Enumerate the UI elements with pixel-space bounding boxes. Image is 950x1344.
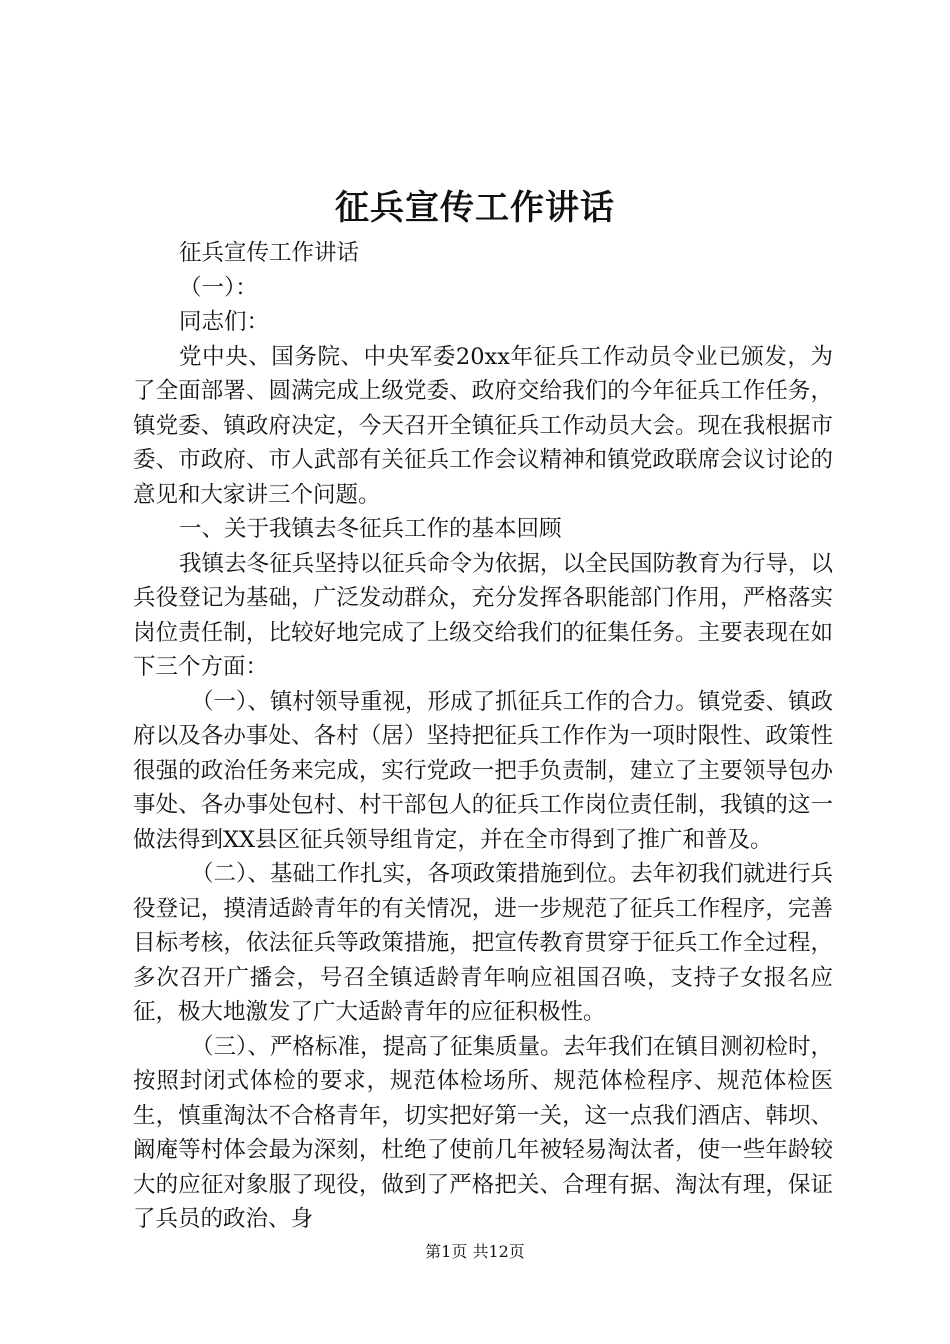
document-title: 征兵宣传工作讲话 xyxy=(335,188,615,228)
page-footer: 第1页 共12页 xyxy=(425,1242,525,1261)
point-three-paragraph: （三）、严格标准，提高了征集质量。去年我们在镇目测初检时，按照封闭式体检的要求，规范体检场所、规范体检程序、规范体检医生，慎重淘汰不合格青年，切实把好第一关，这一点我们酒店、韩坝、阚庵等村体会最为深刻，杜绝了使前几年被轻易淘汰者，使一些年龄较大的应征对象服了现役，做到了严格把关、合理有据、淘汰有理，保证了兵员的政治、身 xyxy=(133,1033,833,1232)
review-paragraph: 我镇去冬征兵坚持以征兵命令为依据，以全民国防教育为行导，以兵役登记为基础，广泛发动群众，充分发挥各职能部门作用，严格落实岗位责任制，比较好地完成了上级交给我们的征集任务。主要表现在如下三个方面： xyxy=(133,550,833,680)
section-marker-paragraph: （一）： xyxy=(179,274,258,301)
section-heading-paragraph: 一、关于我镇去冬征兵工作的基本回顾 xyxy=(179,516,562,542)
subtitle-paragraph: 征兵宣传工作讲话 xyxy=(179,240,360,266)
point-two-paragraph: （二）、基础工作扎实，各项政策措施到位。去年初我们就进行兵役登记，摸清适龄青年的有关情况，进一步规范了征兵工作程序，完善目标考核，依法征兵等政策措施，把宣传教育贯穿于征兵工作全过程，多次召开广播会，号召全镇适龄青年响应祖国召唤，支持子女报名应征，极大地激发了广大适龄青年的应征积极性。 xyxy=(133,861,833,1025)
point-one-paragraph: （一）、镇村领导重视，形成了抓征兵工作的合力。镇党委、镇政府以及各办事处、各村（居）坚持把征兵工作作为一项时限性、政策性很强的政治任务来完成，实行党政一把手负责制，建立了主要领导包办事处、各办事处包村、村干部包人的征兵工作岗位责任制，我镇的这一做法得到XX县区征兵领导组肯定，并在全市得到了推广和普及。 xyxy=(133,688,833,853)
document-body xyxy=(133,236,833,1237)
salutation-paragraph: 同志们： xyxy=(179,309,270,335)
intro-paragraph: 党中央、国务院、中央军委20xx年征兵工作动员令业已颁发，为了全面部署、圆满完成上级党委、政府交给我们的今年征兵工作任务，镇党委、镇政府决定，今天召开全镇征兵工作动员大会。现在我根据市委、市政府、市人武部有关征兵工作会议精神和镇党政联席会议讨论的意见和大家讲三个问题。 xyxy=(133,343,833,508)
